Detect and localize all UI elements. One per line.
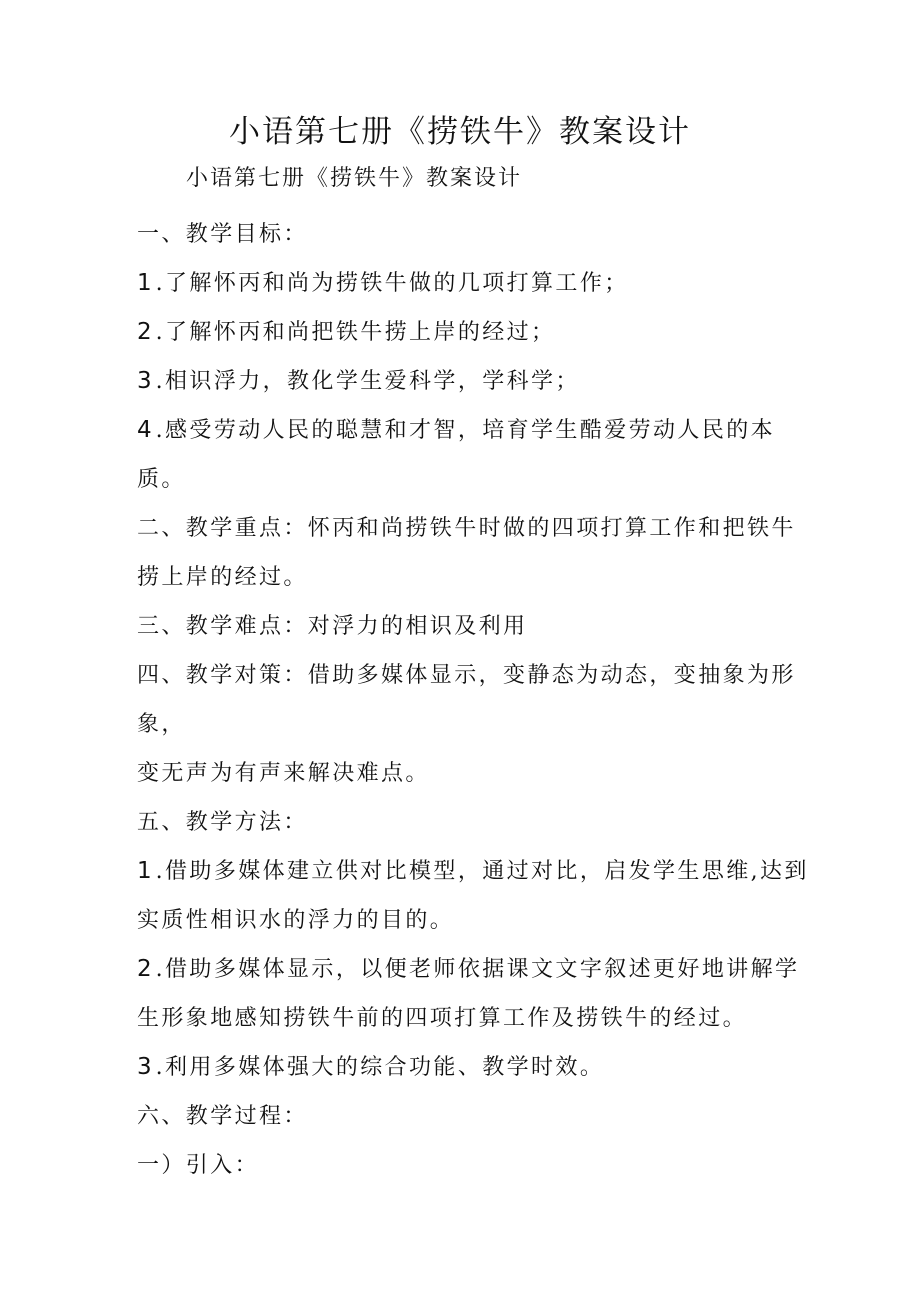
text-line <box>137 896 787 945</box>
text-line <box>137 357 787 406</box>
item-number: 1 <box>137 858 152 884</box>
line-text: .了解怀丙和尚把铁牛捞上岸的经过； <box>155 320 556 345</box>
item-number: 2 <box>137 956 152 982</box>
text-line <box>137 994 787 1043</box>
document-body <box>137 210 809 1190</box>
text-line <box>137 749 787 798</box>
text-line <box>137 700 787 749</box>
item-number: 3 <box>137 1054 152 1080</box>
text-line <box>137 308 787 357</box>
text-line <box>137 602 787 651</box>
line-text: 一、教学目标： <box>137 222 308 247</box>
line-text: 捞上岸的经过。 <box>137 565 308 590</box>
text-line <box>137 651 796 700</box>
text-line <box>137 1043 787 1092</box>
item-number: 4 <box>137 417 152 443</box>
line-text: .相识浮力，教化学生爱科学，学科学； <box>155 369 580 394</box>
text-line <box>137 259 787 308</box>
line-text: 实质性相识水的浮力的目的。 <box>137 908 455 933</box>
line-text: 一）引入： <box>137 1153 260 1178</box>
text-line <box>137 210 787 259</box>
line-text: 二、教学重点：怀丙和尚捞铁牛时做的四项打算工作和把铁牛 <box>137 516 796 541</box>
line-text: .利用多媒体强大的综合功能、教学时效。 <box>155 1055 605 1080</box>
line-text: .感受劳动人民的聪慧和才智，培育学生酷爱劳动人民的本 <box>155 418 776 443</box>
text-line <box>137 1141 787 1190</box>
text-line <box>137 847 809 896</box>
line-text: .了解怀丙和尚为捞铁牛做的几项打算工作； <box>155 271 629 296</box>
text-line <box>137 504 796 553</box>
line-text: .借助多媒体建立供对比模型，通过对比，启发学生思维,达到 <box>155 859 809 884</box>
document-title: 小语第七册《捞铁牛》教案设计 <box>229 114 691 150</box>
line-text: 生形象地感知捞铁牛前的四项打算工作及捞铁牛的经过。 <box>137 1006 748 1031</box>
line-text: 四、教学对策：借助多媒体显示，变静态为动态，变抽象为形 <box>137 663 796 688</box>
line-text: 变无声为有声来解决难点。 <box>137 761 430 786</box>
text-line <box>137 945 800 994</box>
text-line <box>137 406 787 455</box>
line-text: 五、教学方法： <box>137 810 308 835</box>
line-text: .借助多媒体显示，以便老师依据课文文字叙述更好地讲解学 <box>155 957 800 982</box>
text-line <box>137 1092 787 1141</box>
text-line <box>137 455 787 504</box>
line-text: 象， <box>137 712 186 737</box>
document-subtitle: 小语第七册《捞铁牛》教案设计 <box>186 166 523 191</box>
line-text: 六、教学过程： <box>137 1104 308 1129</box>
item-number: 2 <box>137 319 152 345</box>
item-number: 3 <box>137 368 152 394</box>
line-text: 三、教学难点：对浮力的相识及利用 <box>137 614 528 639</box>
item-number: 1 <box>137 270 152 296</box>
text-line <box>137 553 787 602</box>
text-line <box>137 798 787 847</box>
line-text: 质。 <box>137 467 186 492</box>
